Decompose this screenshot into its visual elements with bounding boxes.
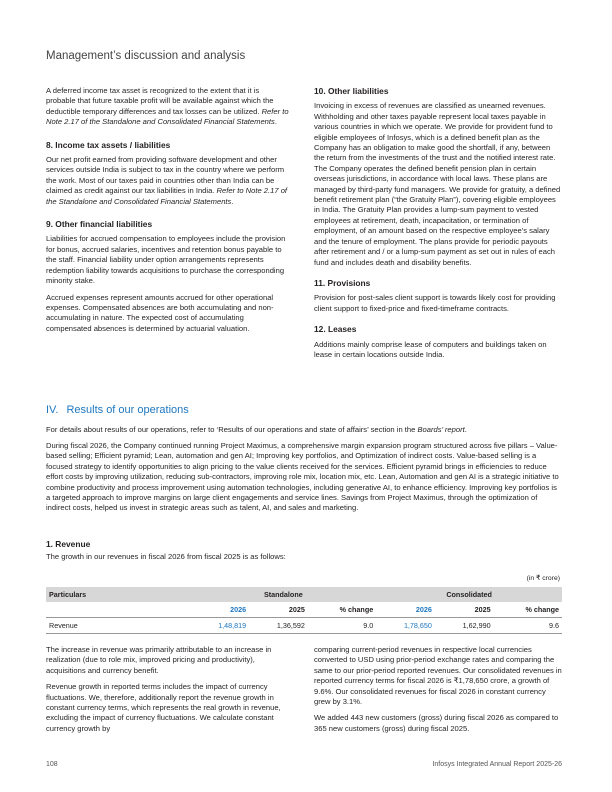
section-4-heading: IV. Results of our operations: [46, 404, 189, 416]
boards-report-reference: Boards’ report: [417, 425, 465, 434]
note-reference: Refer to Note 2.17 of the Standalone and Consolidated Financial Statements: [46, 186, 288, 206]
note-reference: Refer to Note 2.17 of the Standalone and Consolidated Financial Statements: [46, 106, 289, 127]
page-number: 108: [46, 761, 58, 768]
left-column: [46, 86, 289, 340]
section-10-paragraph-1: Invoicing in excess of revenues are classified as unearned revenues. Withholding and other taxes payable represent local taxes payable in various countries in which we operate. We provide for provident fund to eligible employees of Infosys, which is a defined benefit plan as the Company has an obligation to make good the shortfall, if any, between the return from the investments of the trust and the notified interest rate.: [314, 101, 556, 163]
table-subheader-row: 2026 2025 % change 2026 2025 % change: [230, 605, 559, 614]
section-12-paragraph: Additions mainly comprise lease of computers and buildings taken on lease in certain locations outside India.: [314, 339, 547, 359]
section-10-heading: 10. Other liabilities: [314, 86, 389, 96]
section-12-heading: 12. Leases: [314, 324, 357, 335]
revenue-discussion-left: The increase in revenue was primarily attributable to an increase in realization (due to role mix, improved pricing and productivity), acquisitions and currency benefit. Revenue growth in reported terms includes the impact of currency fluctuations. We, therefore, additionally report the revenue growth in constant currency terms, which represents the real growth in revenue, excluding the impact of currency fluctuations. We calculate constant currency growth by: [46, 645, 281, 733]
section-9-paragraph-1: Liabilities for accrued compensation to employees include the provision for bonus, accrued salaries, incentives and retention bonus payable to the staff. Financial liability under option arrangements represents redemption liability towards acquisitions to purchase the corresponding minority stake.: [46, 234, 286, 286]
revenue-table: [46, 587, 562, 634]
section-8-heading: 8. Income tax assets / liabilities: [46, 139, 171, 150]
section-8-paragraph: Our net profit earned from providing software development and other services outside India is subject to tax in the country where we perform the work. Most of our taxes paid in countries other than India can be claimed as credit against our tax liabilities in India. Refer to Note 2.17 of the Standalone and Consolidated Financial Statements.: [46, 155, 288, 206]
section-9-heading: 9. Other financial liabilities: [46, 219, 153, 230]
table-header-row: Particulars Standalone Consolidated: [46, 587, 562, 602]
report-title: Infosys Integrated Annual Report 2025-26: [432, 761, 562, 768]
section-11-heading: 11. Provisions: [314, 277, 371, 288]
revenue-subtitle: The growth in our revenues in fiscal 2026 from fiscal 2025 is as follows:: [46, 552, 286, 561]
section-9-paragraph-2: Accrued expenses represent amounts accrued for other operational expenses. Compensated absences are both accumulating and non-accumulating in nature. The expected cost of accumulating compensated absences is determined by actuarial valuation.: [46, 292, 274, 333]
section-4-intro: For details about results of our operations, refer to ‘Results of our operations and state of affairs’ section in the Boards’ report.: [46, 425, 467, 434]
unit-label: (in ₹ crore): [526, 575, 560, 582]
page-header: Management’s discussion and analysis: [46, 50, 246, 62]
section-11-paragraph: Provision for post-sales client support is towards likely cost for providing client support to fixed-price and fixed-timeframe contracts.: [314, 293, 556, 313]
revenue-heading: 1. Revenue: [46, 539, 91, 549]
revenue-discussion-right: comparing current-period revenues in respective local currencies converted to USD using prior-period exchange rates and comparing the same to our prior-period reported revenues. Our consolidated revenues in reported currency terms for fiscal 2026 is ₹1,78,650 crore, a growth of 9.6%. Our consolidated revenues for fiscal 2026 in constant currency grew by 3.1%. We added 443 new customers (gross) during fiscal 2026 as compared to 365 new customers (gross) during fiscal 2025.: [314, 645, 562, 733]
table-row: Revenue 1,48,819 1,36,592 9.0 1,78,650 1,62,990 9.6: [46, 618, 562, 634]
right-column: [314, 86, 562, 366]
section-10-paragraph-2: The Company operates the defined benefit pension plan in certain overseas jurisdictions, in accordance with local laws. These plans are managed by third-party fund managers. We provide for gratuity, a defined benefit retirement plan (“the Gratuity Plan”), covering eligible employees in India. The Gratuity Plan provides a lump-sum payment to vested employees at retirement, death, incapacitation, or termination of employment, of an amount based on the respective employee’s salary and the tenure of employment. The plans provide for periodic payouts after retirement and / or a lump-sum payment as set out in rules of each fund and includes death and disability benefits.: [314, 163, 561, 267]
project-maximus-paragraph: During fiscal 2026, the Company continued running Project Maximus, a comprehensive margin expansion program structured across five pillars – Value-based selling; Efficient pyramid; Lean, automation and gen AI; Improving key portfolios, and Optimization of indirect costs. Value-based selling is a focused strategy to identify opportunities to align pricing to the value clients received for the services. Efficient pyramid brings in efficiencies to reduce effort costs by improving utilization, reducing sub-contractors, improving role mix, location mix, etc. Lean, Automation and gen AI is a strategic initiative to combine productivity and process improvement using automation technologies, including generative AI, to enhance efficiency. Improving key portfolios is a targeted approach to improve margins on large client engagements and service lines. Savings from Project Maximus, through the optimization of indirect costs, helped us invest in strategic areas such as talent, AI, and sales and marketing.: [46, 441, 559, 513]
deferred-tax-paragraph: A deferred income tax asset is recognized to the extent that it is probable that future taxable profit will be available against which the deductible temporary differences and tax losses can be utilized. Refer to Note 2.17 of the Standalone and Consolidated Financial Statements.: [46, 86, 289, 127]
